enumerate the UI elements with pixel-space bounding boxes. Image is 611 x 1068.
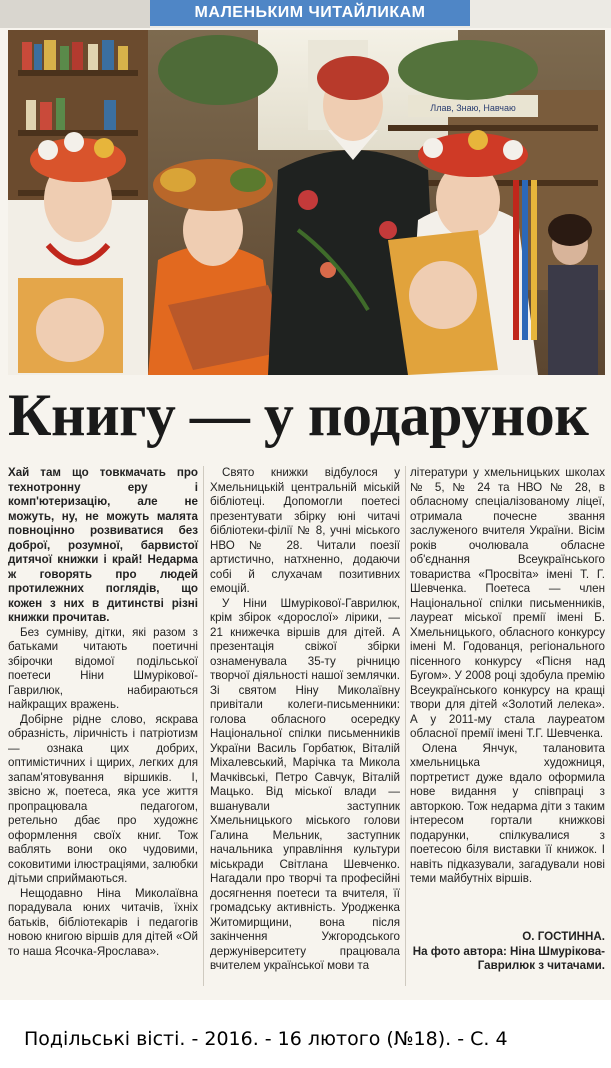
- library-banner-text: Ллав, Знаю, Навчаю: [430, 103, 516, 113]
- section-banner: МАЛЕНЬКИМ ЧИТАЙЛИКАМ: [150, 0, 470, 26]
- header-left-block: [0, 0, 150, 28]
- article-paragraph: У Ніни Шмурікової-Гаврилюк, крім збірок «дорослої» лірики, — 21 книжечка віршів для дітей. А презентація свіжої збірки ознаменувала 35-ту річницю творчої діяльності нашої землячки. Зі святом Ніну Миколаївну привітали колеги-письменники: голова обласного осередку Національної спілки письменників України Василь Горбатюк, Віталій Міхалевський, Марічка та Микола Мачківські, Петро Савчук, Віталій Мацько. Від міської влади — вшанували заступник Хмельницького міського голови Галина Мельник, заступник начальника управління культури міськради Світлана Шевченко. Нагадали про творчі та професійні досягнення поетеси та вчителя, її громадську активність. Уродженка Житомирщини, вона після закінчення Ужгородського держуніверситету працювала вчителем української мови та: [210, 596, 400, 972]
- article-column-1: [8, 466, 198, 959]
- photo-illustration: [8, 30, 605, 375]
- article-column-3: [410, 466, 605, 887]
- article-paragraph: літератури у хмельницьких школах № 5, № 24 та НВО № 28, в обласному спеціалізованому ліцеї, отримала почесне звання заслуженого вчителя України. Вісім років очолювала обласне об'єднання Всеукраїнського товариства «Просвіта» імені Т. Г. Шевченка. Поетеса — член Національної спілки письменників, лауреат міської премії імені Б. Хмельницького, обласного конкурсу імені М. Годованця, регіонального пісенного конкурсу «Пісня над Бугом». У 2008 році здобула премію Всеукраїнського конкурсу на кращі твори для дітей «Золотий лелека». А у 2011-му стала лауреатом обласної премії імені Т.Г. Шевченка.: [410, 466, 605, 740]
- article-signature: [410, 930, 605, 974]
- column-divider: [405, 466, 406, 986]
- plant-left: [158, 35, 278, 105]
- article-paragraph: Добірне рідне слово, яскрава образність, ліричність і патріотизм — ознака цих добрих, оптимістичних і щирих, легких для запам'ятовування віршиків. І, звісно ж, поетеса, яка усе життя пропрацювала педагогом, ретельно дбає про художнє оформлення своїх книг. Тож ваблять вони око чудовими, соковитими ілюстраціями, залюбки дітьми сприймаються.: [8, 712, 198, 885]
- article-paragraph: Свято книжки відбулося у Хмельницькій центральній міській бібліотеці. Допомогли поетесі презентувати збірку юні читачі бібліотеки-філії № 8, учні міського НВО № 28. Читали поезії артистично, натхненно, додаючи собі й слухачам позитивних емоцій.: [210, 466, 400, 595]
- article-paragraph: Нещодавно Ніна Миколаївна порадувала юних читачів, їхніх батьків, бібліотекарів і педагогів новою книгою віршів для дітей «Ой то наша Ясочка-Ярослава».: [8, 886, 198, 958]
- source-citation: Подільські вісті. - 2016. - 16 лютого (№18). - С. 4: [24, 1028, 508, 1050]
- article-author: О. ГОСТИННА.: [522, 930, 605, 943]
- article-lead: Хай там що товкмачать про технотронну еру і комп'ютеризацію, але не можуть, ну, не можуть малята повноцінно розвиватися без доброї, розумної, барвистої дитячої книжки і край! Недарма ж говорять про людей протилежних поглядів, що кожен з них в дитинстві різні книжки прочитав.: [8, 466, 198, 624]
- article-paragraph: Олена Янчук, талановита хмельницька художниця, портретист дуже вдало оформила нове видання у співпраці з авторкою. Тож недарма діти з таким інтересом гортали книжкові подарунки, спілкувалися з поетесою біля виставки її книжок. І навіть підказували, загадували нові теми майбутніх віршів.: [410, 741, 605, 885]
- article-paragraph: Без сумніву, дітки, які разом з батьками читають поетичні збірочки відомої подільської поетеси Ніни Шмурікової-Гаврилюк, набираються найкращих вражень.: [8, 625, 198, 711]
- article-photo: [8, 30, 605, 375]
- article-headline: Книгу — у подарунок: [8, 382, 589, 448]
- photo-credit: На фото автора: Ніна Шмурікова-Гаврилюк з читачами.: [412, 944, 605, 972]
- article-column-2: [210, 466, 400, 974]
- plant-right: [398, 40, 538, 100]
- column-divider: [203, 466, 204, 986]
